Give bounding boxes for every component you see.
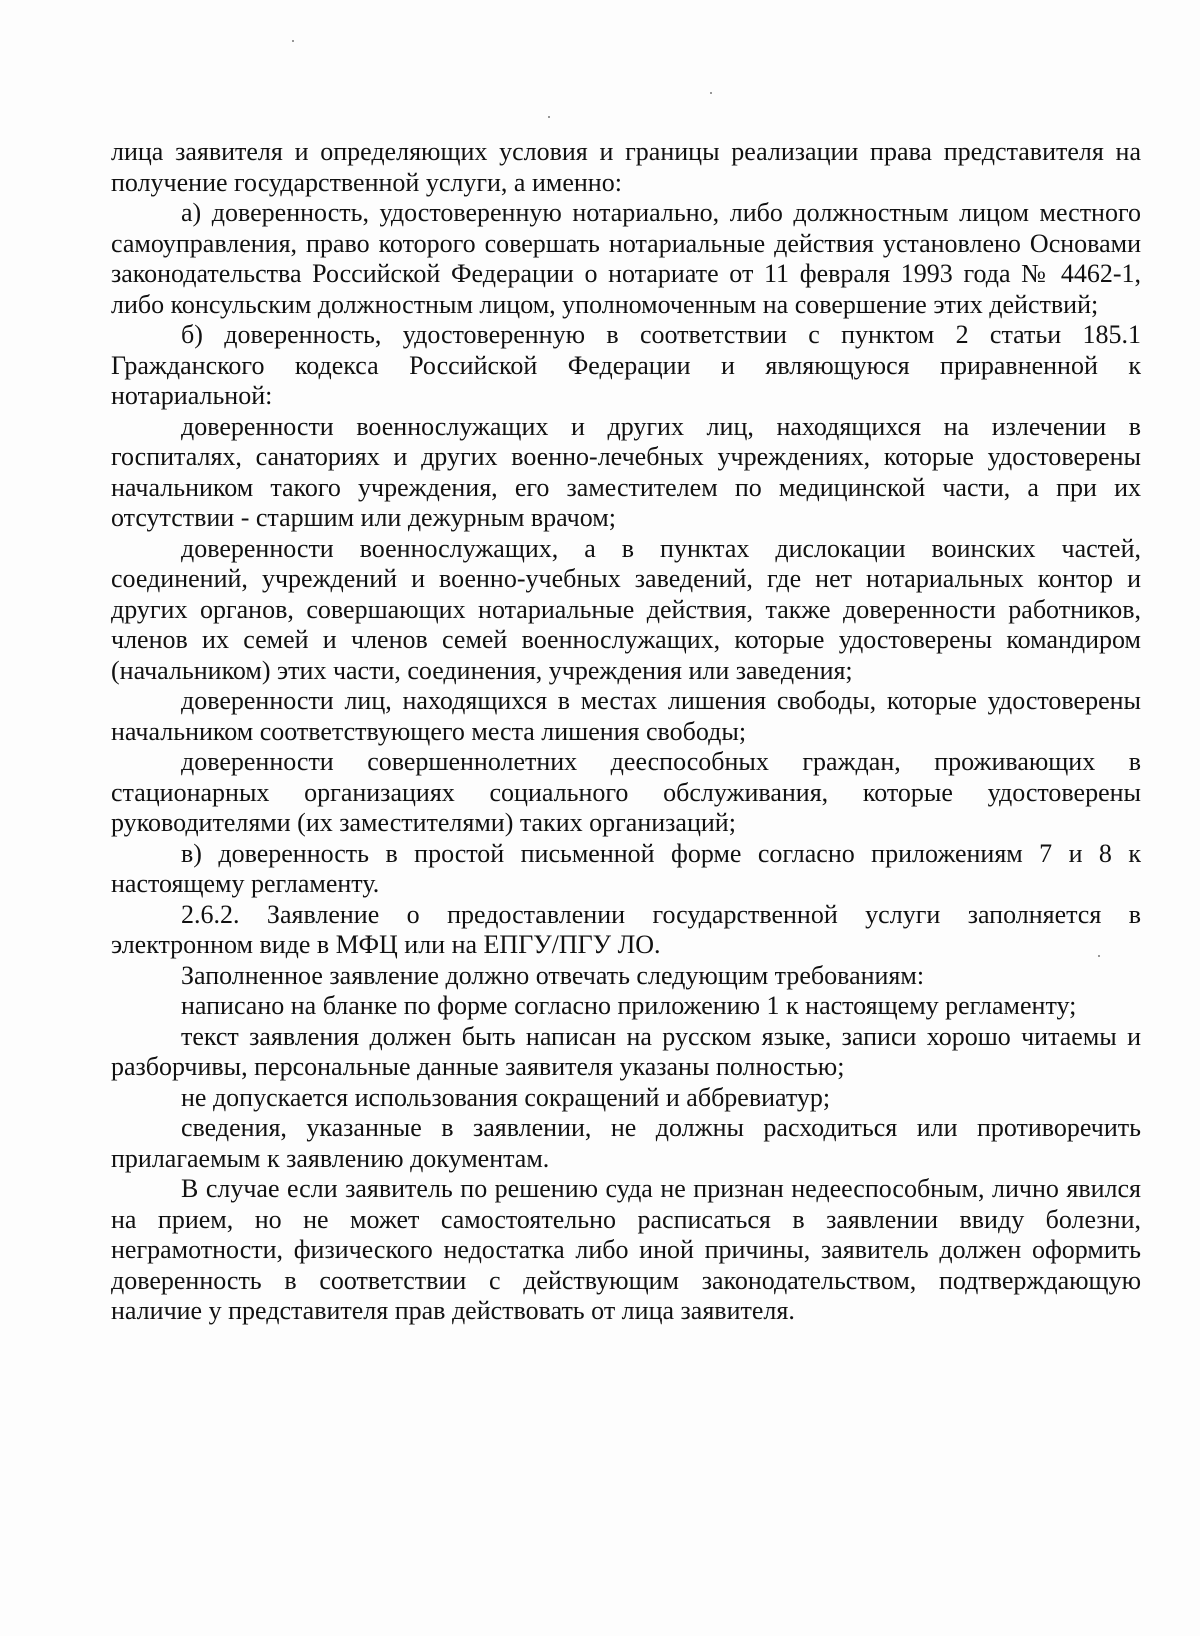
paragraph-social-organizations: доверенности совершеннолетних дееспособных граждан, проживающих в стационарных организациях социального обслуживания, которые удостоверены руководителями (их заместителями) таких организаций; (111, 747, 1141, 837)
paragraph-requirements-intro: Заполненное заявление должно отвечать следующим требованиям: (181, 960, 925, 990)
paragraph-section-2-6-2: 2.6.2. Заявление о предоставлении государственной услуги заполняется в электронном виде в МФЦ или на ЕПГУ/ПГУ ЛО. (111, 899, 1141, 959)
paragraph-representative-rights: лица заявителя и определяющих условия и границы реализации права представителя на получение государственной услуги, а именно: (111, 137, 1141, 197)
scan-speck (548, 116, 550, 118)
paragraph-requirement-abbreviations: не допускается использования сокращений и аббревиатур; (181, 1082, 831, 1112)
document-body (111, 137, 1141, 1327)
paragraph-military-hospital: доверенности военнослужащих и других лиц, находящихся на излечении в госпиталях, санаториях и других военно-лечебных учреждениях, которые удостоверены начальником такого учреждения, его заместителем по медицинской части, а при их отсутствии - старшим или дежурным врачом; (111, 411, 1141, 532)
scan-speck (292, 40, 294, 42)
paragraph-simple-written-form: в) доверенность в простой письменной форме согласно приложениям 7 и 8 к настоящему регламенту. (111, 838, 1141, 898)
paragraph-equivalent-power-of-attorney: б) доверенность, удостоверенную в соответствии с пунктом 2 статьи 185.1 Гражданского кодекса Российской Федерации и являющуюся приравненной к нотариальной: (111, 320, 1141, 410)
paragraph-requirement-language: текст заявления должен быть написан на русском языке, записи хорошо читаемы и разборчивы, персональные данные заявителя указаны полностью; (111, 1021, 1141, 1081)
scan-speck (710, 92, 712, 94)
paragraph-military-units: доверенности военнослужащих, а в пунктах дислокации воинских частей, соединений, учреждений и военно-учебных заведений, где нет нотариальных контор и других органов, совершающих нотариальные действия, также доверенности работников, членов их семей и членов семей военнослужащих, которые удостоверены командиром (начальником) этих части, соединения, учреждения или заведения; (111, 533, 1141, 685)
paragraph-requirement-form: написано на бланке по форме согласно приложению 1 к настоящему регламенту; (181, 991, 1077, 1020)
paragraph-inability-to-sign: В случае если заявитель по решению суда не признан недееспособным, лично явился на прием, но не может самостоятельно расписаться в заявлении ввиду болезни, неграмотности, физического недостатка либо иной причины, заявитель должен оформить доверенность в соответствии с действующим законодательством, подтверждающую наличие у представителя прав действовать от лица заявителя. (111, 1174, 1141, 1325)
paragraph-detention-places: доверенности лиц, находящихся в местах лишения свободы, которые удостоверены начальником соответствующего места лишения свободы; (111, 686, 1141, 746)
paragraph-notarial-power-of-attorney: а) доверенность, удостоверенную нотариально, либо должностным лицом местного самоуправления, право которого совершать нотариальные действия установлено Основами законодательства Российской Федерации о нотариате от 11 февраля 1993 года № 4462-1, либо консульским должностным лицом, уполномоченным на совершение этих действий; (111, 198, 1141, 319)
paragraph-requirement-consistency: сведения, указанные в заявлении, не должны расходиться или противоречить прилагаемым к заявлению документам. (111, 1113, 1141, 1173)
